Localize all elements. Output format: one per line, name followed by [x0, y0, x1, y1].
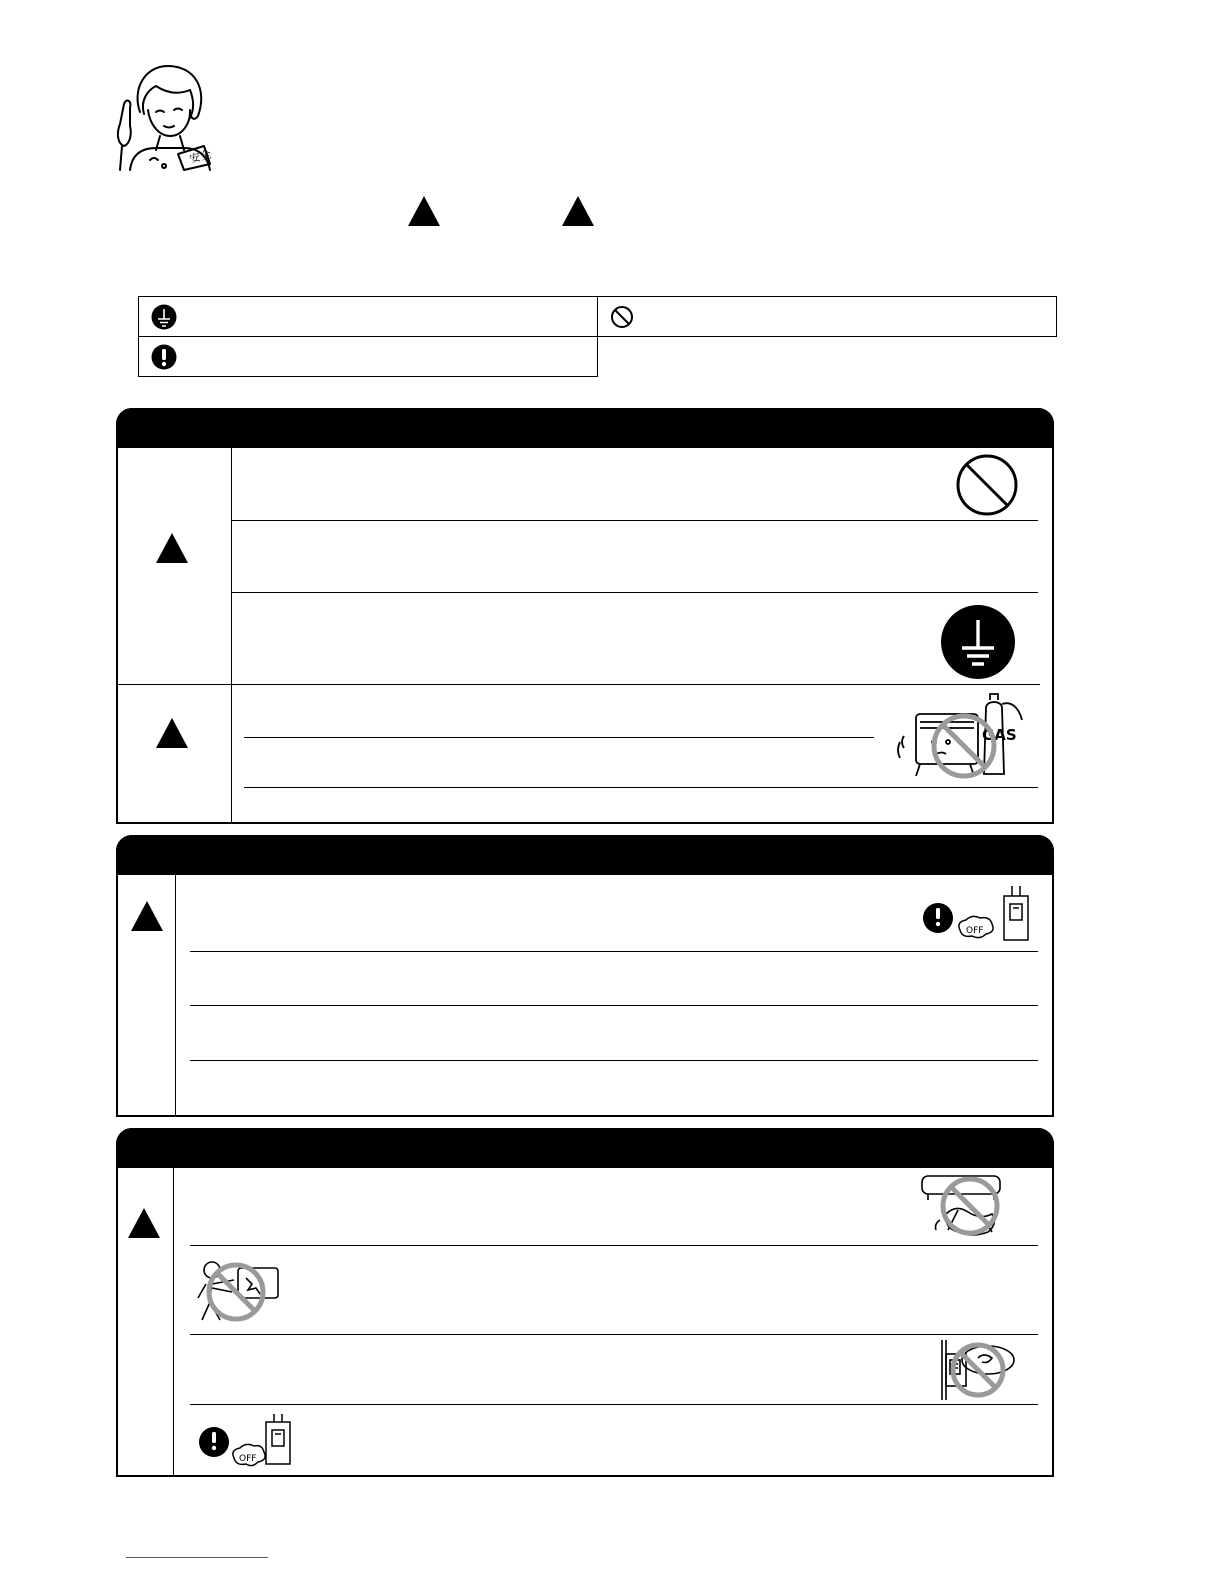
woman-pointing-icon — [110, 60, 220, 172]
section-header-bar — [116, 408, 1054, 448]
off-label: OFF — [966, 926, 984, 936]
earth-ground-icon — [151, 304, 177, 330]
gas-cylinder-icon — [890, 690, 1030, 784]
unit-dripping-icon — [918, 1170, 1022, 1242]
warning-triangle-icon — [131, 901, 163, 931]
person-touching-unit-icon — [194, 1258, 286, 1326]
section-header-bar — [116, 835, 1054, 875]
sign-text: 安全 — [188, 147, 213, 166]
exclamation-icon — [151, 344, 177, 370]
warning-triangle-icon — [408, 196, 440, 226]
warning-triangle-icon — [156, 718, 188, 748]
legend-cell-mandatory — [138, 336, 598, 377]
footer-link-underline[interactable] — [126, 1557, 268, 1558]
earth-ground-icon — [940, 604, 1016, 680]
no-symbol-icon — [954, 452, 1020, 518]
warning-triangle-icon — [128, 1208, 160, 1238]
no-symbol-icon — [610, 305, 634, 329]
warning-section-2 — [116, 835, 1054, 1117]
gas-label: GAS — [982, 726, 1017, 744]
legend-cell-prohibition — [597, 296, 1057, 337]
breaker-off-icon — [196, 1412, 298, 1468]
warning-triangle-icon — [156, 533, 188, 563]
breaker-off-icon — [922, 884, 1034, 946]
warning-triangle-icon — [562, 196, 594, 226]
plug-socket-icon — [934, 1340, 1024, 1400]
section-header-bar — [116, 1128, 1054, 1168]
off-label: OFF — [239, 1454, 257, 1464]
legend-cell-earth — [138, 296, 598, 337]
